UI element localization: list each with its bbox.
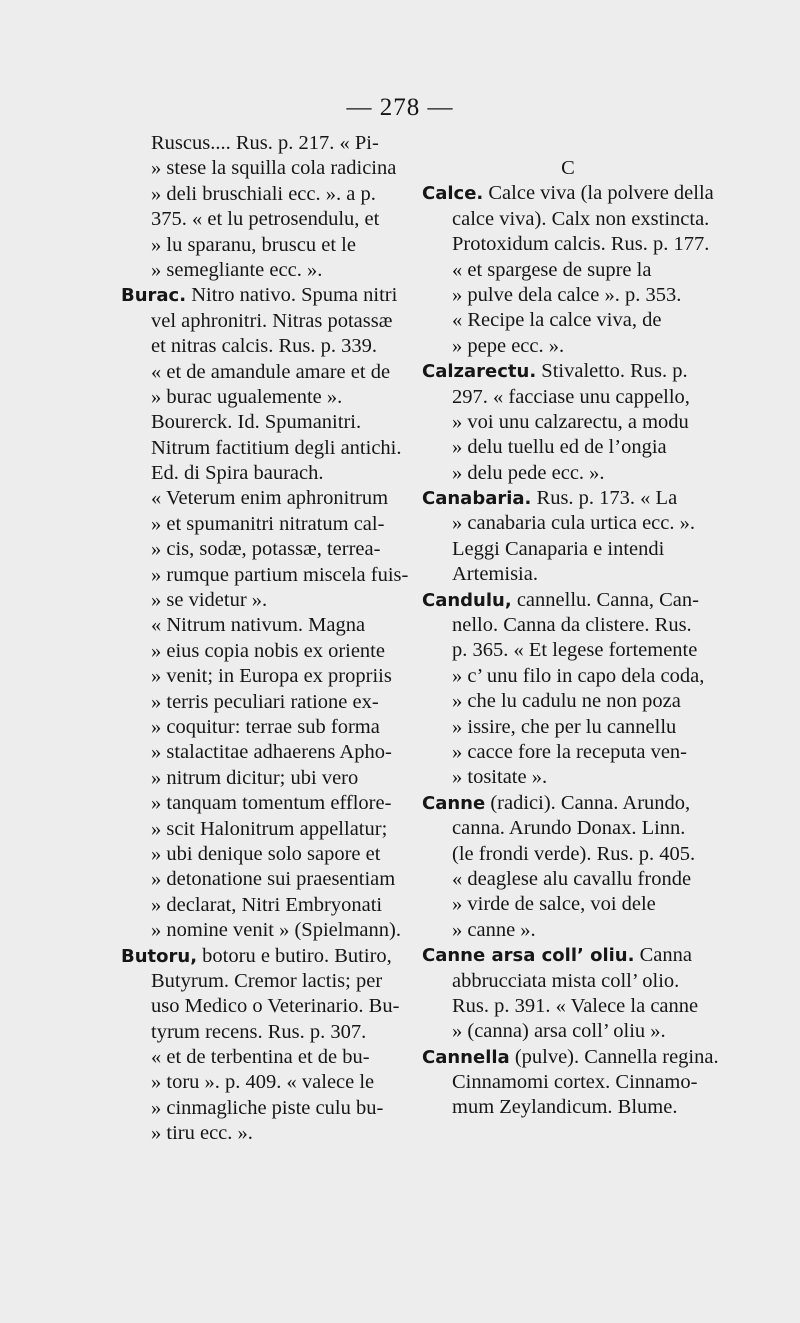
text-line [422,359,714,384]
line-text: » terris peculiari ratione ex- [151,690,379,713]
entry-headword: Butoru, [121,945,198,967]
text-line [422,715,714,740]
text-line [121,944,410,969]
text-line [121,410,410,435]
text-line [121,994,410,1019]
text-line [422,765,714,790]
line-text: abbrucciata mista coll’ olio. [452,969,680,992]
text-line [121,690,410,715]
text-line [121,309,410,334]
text-line [422,334,714,359]
text-line [422,232,714,257]
text-line [121,182,410,207]
text-line [121,867,410,892]
line-text: » semegliante ecc. ». [151,258,323,281]
line-text: » venit; in Europa ex propriis [151,665,392,688]
line-text: » voi unu calzarectu, a modu [452,410,689,433]
text-line [121,156,410,181]
line-text: » coquitur: terrae sub forma [151,715,380,738]
line-text: canna. Arundo Donax. Linn. [452,817,686,840]
text-line [121,639,410,664]
text-line [422,791,714,816]
text-line [422,435,714,460]
text-line [422,689,714,714]
line-text: » nitrum dicitur; ubi vero [151,766,359,789]
line-text: Canna [634,944,692,967]
text-line [121,842,410,867]
text-line [121,613,410,638]
text-line [121,537,410,562]
line-text: » virde de salce, voi dele [452,893,656,916]
text-line [422,892,714,917]
line-text: » burac ugualemente ». [151,385,343,408]
line-text: Nitro nativo. Spuma nitri [186,284,398,307]
text-line [422,740,714,765]
text-line [422,1070,714,1095]
line-text: Rus. p. 391. « Valece la canne [452,994,699,1017]
text-line [422,283,714,308]
text-line [121,385,410,410]
page-number: — 278 — [346,94,454,121]
line-text: « et de amandule amare et de [151,360,391,383]
entry-headword: Calce. [422,183,484,205]
text-line [121,918,410,943]
entry-headword: Cannella [422,1046,510,1068]
line-text: Nitrum factitium degli antichi. [151,436,402,459]
line-text: (radici). Canna. Arundo, [485,791,691,814]
text-line [121,715,410,740]
text-line [121,893,410,918]
text-line [422,511,714,536]
line-text: » declarat, Nitri Embryonati [151,893,383,916]
line-text: « deaglese alu cavallu fronde [452,867,692,890]
text-line [121,1121,410,1146]
text-line [121,207,410,232]
line-text: » deli bruschiali ecc. ». a p. [151,182,376,205]
line-text: Protoxidum calcis. Rus. p. 177. [452,233,710,256]
line-text: 297. « facciase unu cappello, [452,385,690,408]
line-text: Ed. di Spira baurach. [151,462,324,485]
text-line [422,181,714,206]
text-line [422,918,714,943]
line-text: » tiru ecc. ». [151,1122,253,1145]
line-text: Cinnamomi cortex. Cinnamo- [452,1071,698,1094]
left-column [121,131,410,1147]
right-column [422,131,719,1121]
text-line [121,1070,410,1095]
line-text: nello. Canna da clistere. Rus. [452,614,692,637]
text-line [121,360,410,385]
text-line [121,258,410,283]
line-text: Leggi Canaparia e intendi [452,537,665,560]
text-line [121,486,410,511]
line-text: p. 365. « Et legese fortemente [452,639,698,662]
line-text: » delu tuellu ed de l’ongia [452,436,667,459]
text-line [422,461,714,486]
text-line [422,410,714,435]
line-text: » canabaria cula urtica ecc. ». [452,512,695,535]
line-text: Bourerck. Id. Spumanitri. [151,411,362,434]
line-text: et nitras calcis. Rus. p. 339. [151,335,378,358]
text-line [422,867,714,892]
line-text: » cinmagliche piste culu bu- [151,1096,384,1119]
line-text: Rus. p. 173. « La [531,487,678,510]
text-line [422,816,714,841]
line-text: » c’ unu filo in capo dela coda, [452,664,705,687]
text-line [422,664,714,689]
text-line [121,969,410,994]
line-text: « et spargese de supre la [452,258,652,281]
line-text: » cacce fore la receputa ven- [452,740,688,763]
text-line [422,258,714,283]
line-text: (le frondi verde). Rus. p. 405. [452,842,696,865]
line-text: tyrum recens. Rus. p. 307. [151,1020,367,1043]
text-line [422,1019,714,1044]
text-line [121,664,410,689]
text-line [121,1020,410,1045]
line-text: » lu sparanu, bruscu et le [151,233,356,256]
line-text: » nomine venit » (Spielmann). [151,919,401,942]
text-line [121,1045,410,1070]
line-text: » se videtur ». [151,589,268,612]
text-line [121,817,410,842]
line-text: (pulve). Cannella regina. [509,1045,719,1068]
text-line [121,512,410,537]
line-text: » toru ». p. 409. « valece le [151,1071,375,1094]
text-line [422,207,714,232]
entry-headword: Canne [422,792,486,814]
text-line [422,562,714,587]
line-text: » stalactitae adhaerens Apho- [151,741,392,764]
line-text: » tanquam tomentum efflore- [151,792,392,815]
line-text: » scit Halonitrum appellatur; [151,817,388,840]
text-line [121,233,410,258]
text-line [121,791,410,816]
line-text: vel aphronitri. Nitras potassæ [151,309,393,332]
text-line [422,486,714,511]
line-text: « Nitrum nativum. Magna [151,614,366,637]
text-line [121,1096,410,1121]
text-line [422,385,714,410]
text-line [422,588,714,613]
text-line [422,994,714,1019]
line-text: Ruscus.... Rus. p. 217. « Pi- [151,132,379,154]
line-text: Stivaletto. Rus. p. [536,360,688,383]
line-text: botoru e butiro. Butiro, [197,944,392,967]
text-line [422,943,714,968]
line-text: » issire, che per lu cannellu [452,715,677,738]
line-text: » canne ». [452,918,536,941]
text-line [121,334,410,359]
line-text: » stese la squilla cola radicina [151,157,397,180]
line-text: Artemisia. [452,563,538,586]
text-line [422,1045,719,1070]
text-line [121,588,410,613]
entry-headword: Calzarectu. [422,361,537,383]
text-line [121,766,410,791]
line-text: » che lu cadulu ne non poza [452,690,681,713]
line-text: » et spumanitri nitratum cal- [151,512,385,535]
line-text: Butyrum. Cremor lactis; per [151,969,383,992]
line-text: cannellu. Canna, Can- [511,588,699,611]
text-line [121,436,410,461]
line-text: « et de terbentina et de bu- [151,1046,370,1069]
text-line [422,613,714,638]
text-line [422,1095,714,1120]
line-text: » (canna) arsa coll’ oliu ». [452,1020,666,1043]
line-text: » delu pede ecc. ». [452,461,605,484]
text-line [121,461,410,486]
line-text: » cis, sodæ, potassæ, terrea- [151,538,381,561]
line-text: » eius copia nobis ex oriente [151,639,385,662]
line-text: « Recipe la calce viva, de [452,309,662,332]
text-line [121,740,410,765]
text-line [121,563,410,588]
line-text: uso Medico o Veterinario. Bu- [151,995,400,1018]
text-line [422,638,714,663]
line-text: » tositate ». [452,766,548,789]
line-text: Calce viva (la polvere della [483,182,714,205]
line-text: » pepe ecc. ». [452,334,565,357]
line-text: « Veterum enim aphronitrum [151,487,389,510]
text-line [422,537,714,562]
line-text: » pulve dela calce ». p. 353. [452,283,682,306]
text-line [422,308,714,333]
line-text: calce viva). Calx non exstincta. [452,207,710,230]
line-text: 375. « et lu petrosendulu, et [151,208,380,231]
text-line [121,283,410,308]
entry-headword: Burac. [121,285,187,307]
line-text: mum Zeylandicum. Blume. [452,1096,678,1119]
entry-headword: Canne arsa coll’ oliu. [422,945,635,967]
line-text: » detonatione sui praesentiam [151,868,396,891]
line-text: » ubi denique solo sapore et [151,842,381,865]
entry-headword: Canabaria. [422,488,532,510]
line-text: » rumque partium miscela fuis- [151,563,409,586]
section-letter: C [561,157,575,179]
text-line [121,131,410,156]
text-line [422,842,714,867]
entry-headword: Candulu, [422,589,512,611]
text-line [422,969,714,994]
